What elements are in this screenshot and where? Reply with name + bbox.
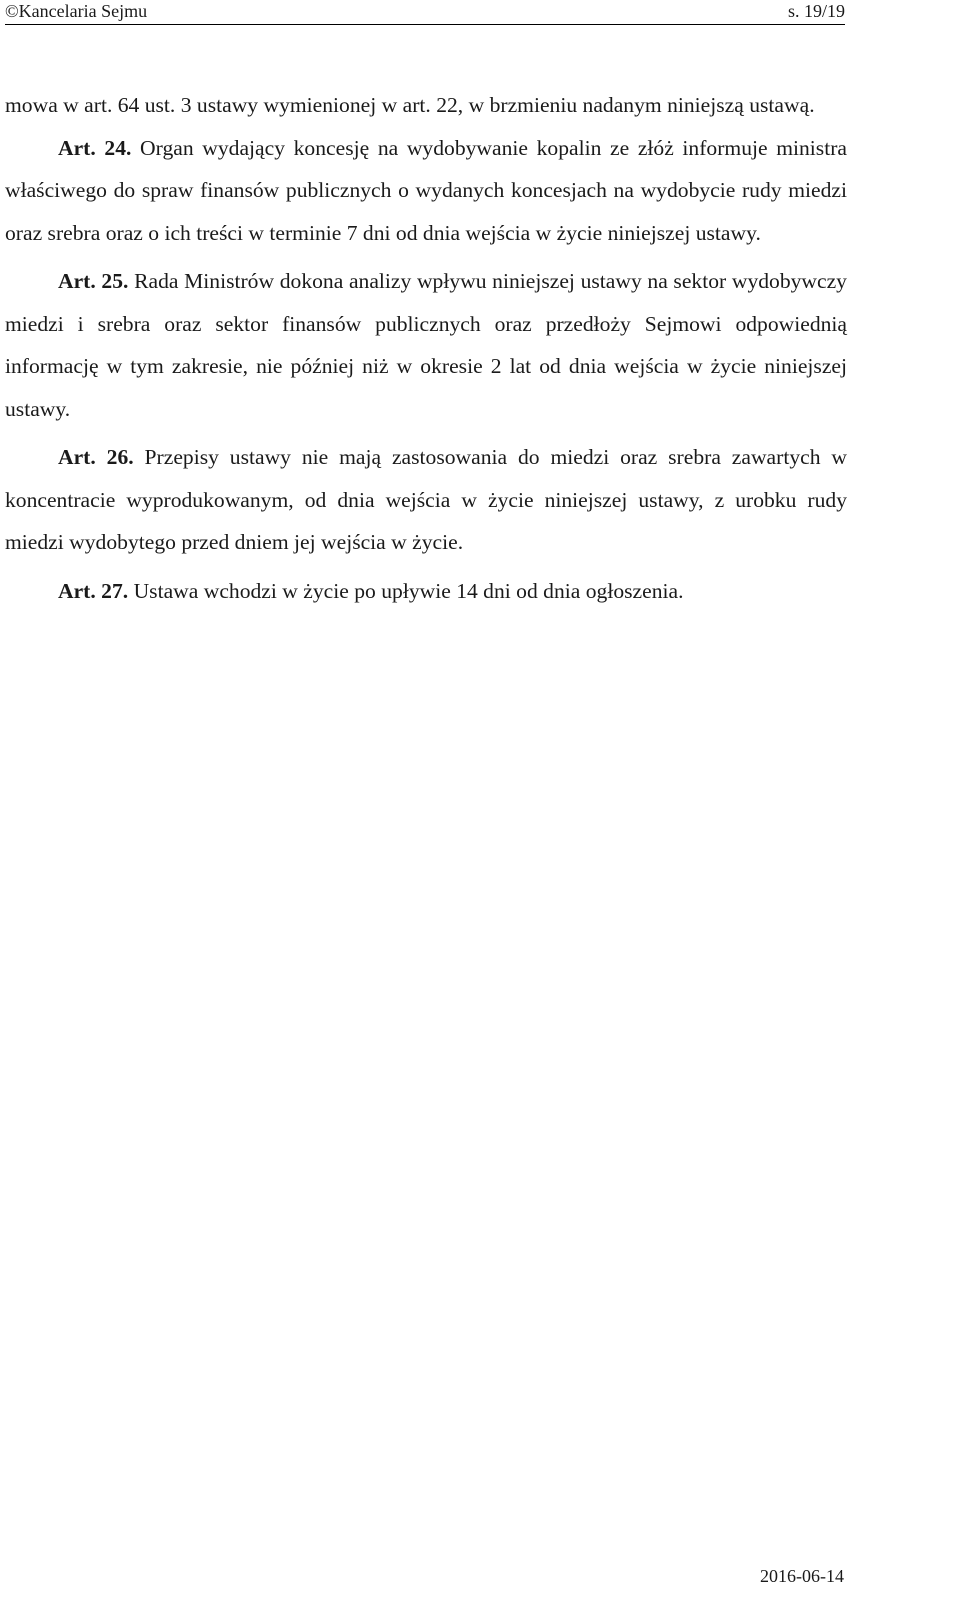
article-24 bbox=[5, 127, 847, 255]
article-number: Art. 24. bbox=[58, 135, 132, 160]
article-26 bbox=[5, 436, 847, 564]
document-body bbox=[5, 84, 847, 612]
article-number: Art. 26. bbox=[58, 445, 134, 469]
page-header bbox=[5, 0, 845, 25]
article-text: Przepisy ustawy nie mają zastosowania do miedzi oraz srebra zawartych w koncentracie wyprodukowanym, od dnia wejścia w życie niniejszej ustawy, z urobku rudy miedzi wydobytego przed dniem jej wejścia w życie. bbox=[5, 445, 847, 554]
article-text: Organ wydający koncesję na wydobywanie kopalin ze złóż informuje ministra właściwego do spraw finansów publicznych o wydanych koncesjach na wydobycie rudy miedzi oraz srebra oraz o ich treści w terminie 7 dni od dnia wejścia w życie niniejszej ustawy. bbox=[5, 135, 847, 245]
continuation-paragraph: mowa w art. 64 ust. 3 ustawy wymienionej w art. 22, w brzmieniu nadanym niniejszą ustawą. bbox=[5, 93, 815, 117]
article-text: Ustawa wchodzi w życie po upływie 14 dni od dnia ogłoszenia. bbox=[133, 578, 684, 603]
header-page-number: s. 19/19 bbox=[787, 1, 845, 21]
article-number: Art. 25. bbox=[58, 269, 129, 293]
article-text: Rada Ministrów dokona analizy wpływu niniejszej ustawy na sektor wydobywczy miedzi i srebra oraz sektor finansów publicznych oraz przedłoży Sejmowi odpowiednią informację w tym zakresie, nie później niż w okresie 2 lat od dnia wejścia w życie niniejszej ustawy. bbox=[5, 269, 847, 421]
article-25 bbox=[5, 260, 847, 430]
article-number: Art. 27. bbox=[58, 578, 129, 603]
header-copyright: ©Kancelaria Sejmu bbox=[5, 1, 148, 21]
article-27 bbox=[5, 570, 847, 613]
footer-date: 2016-06-14 bbox=[760, 1566, 844, 1586]
